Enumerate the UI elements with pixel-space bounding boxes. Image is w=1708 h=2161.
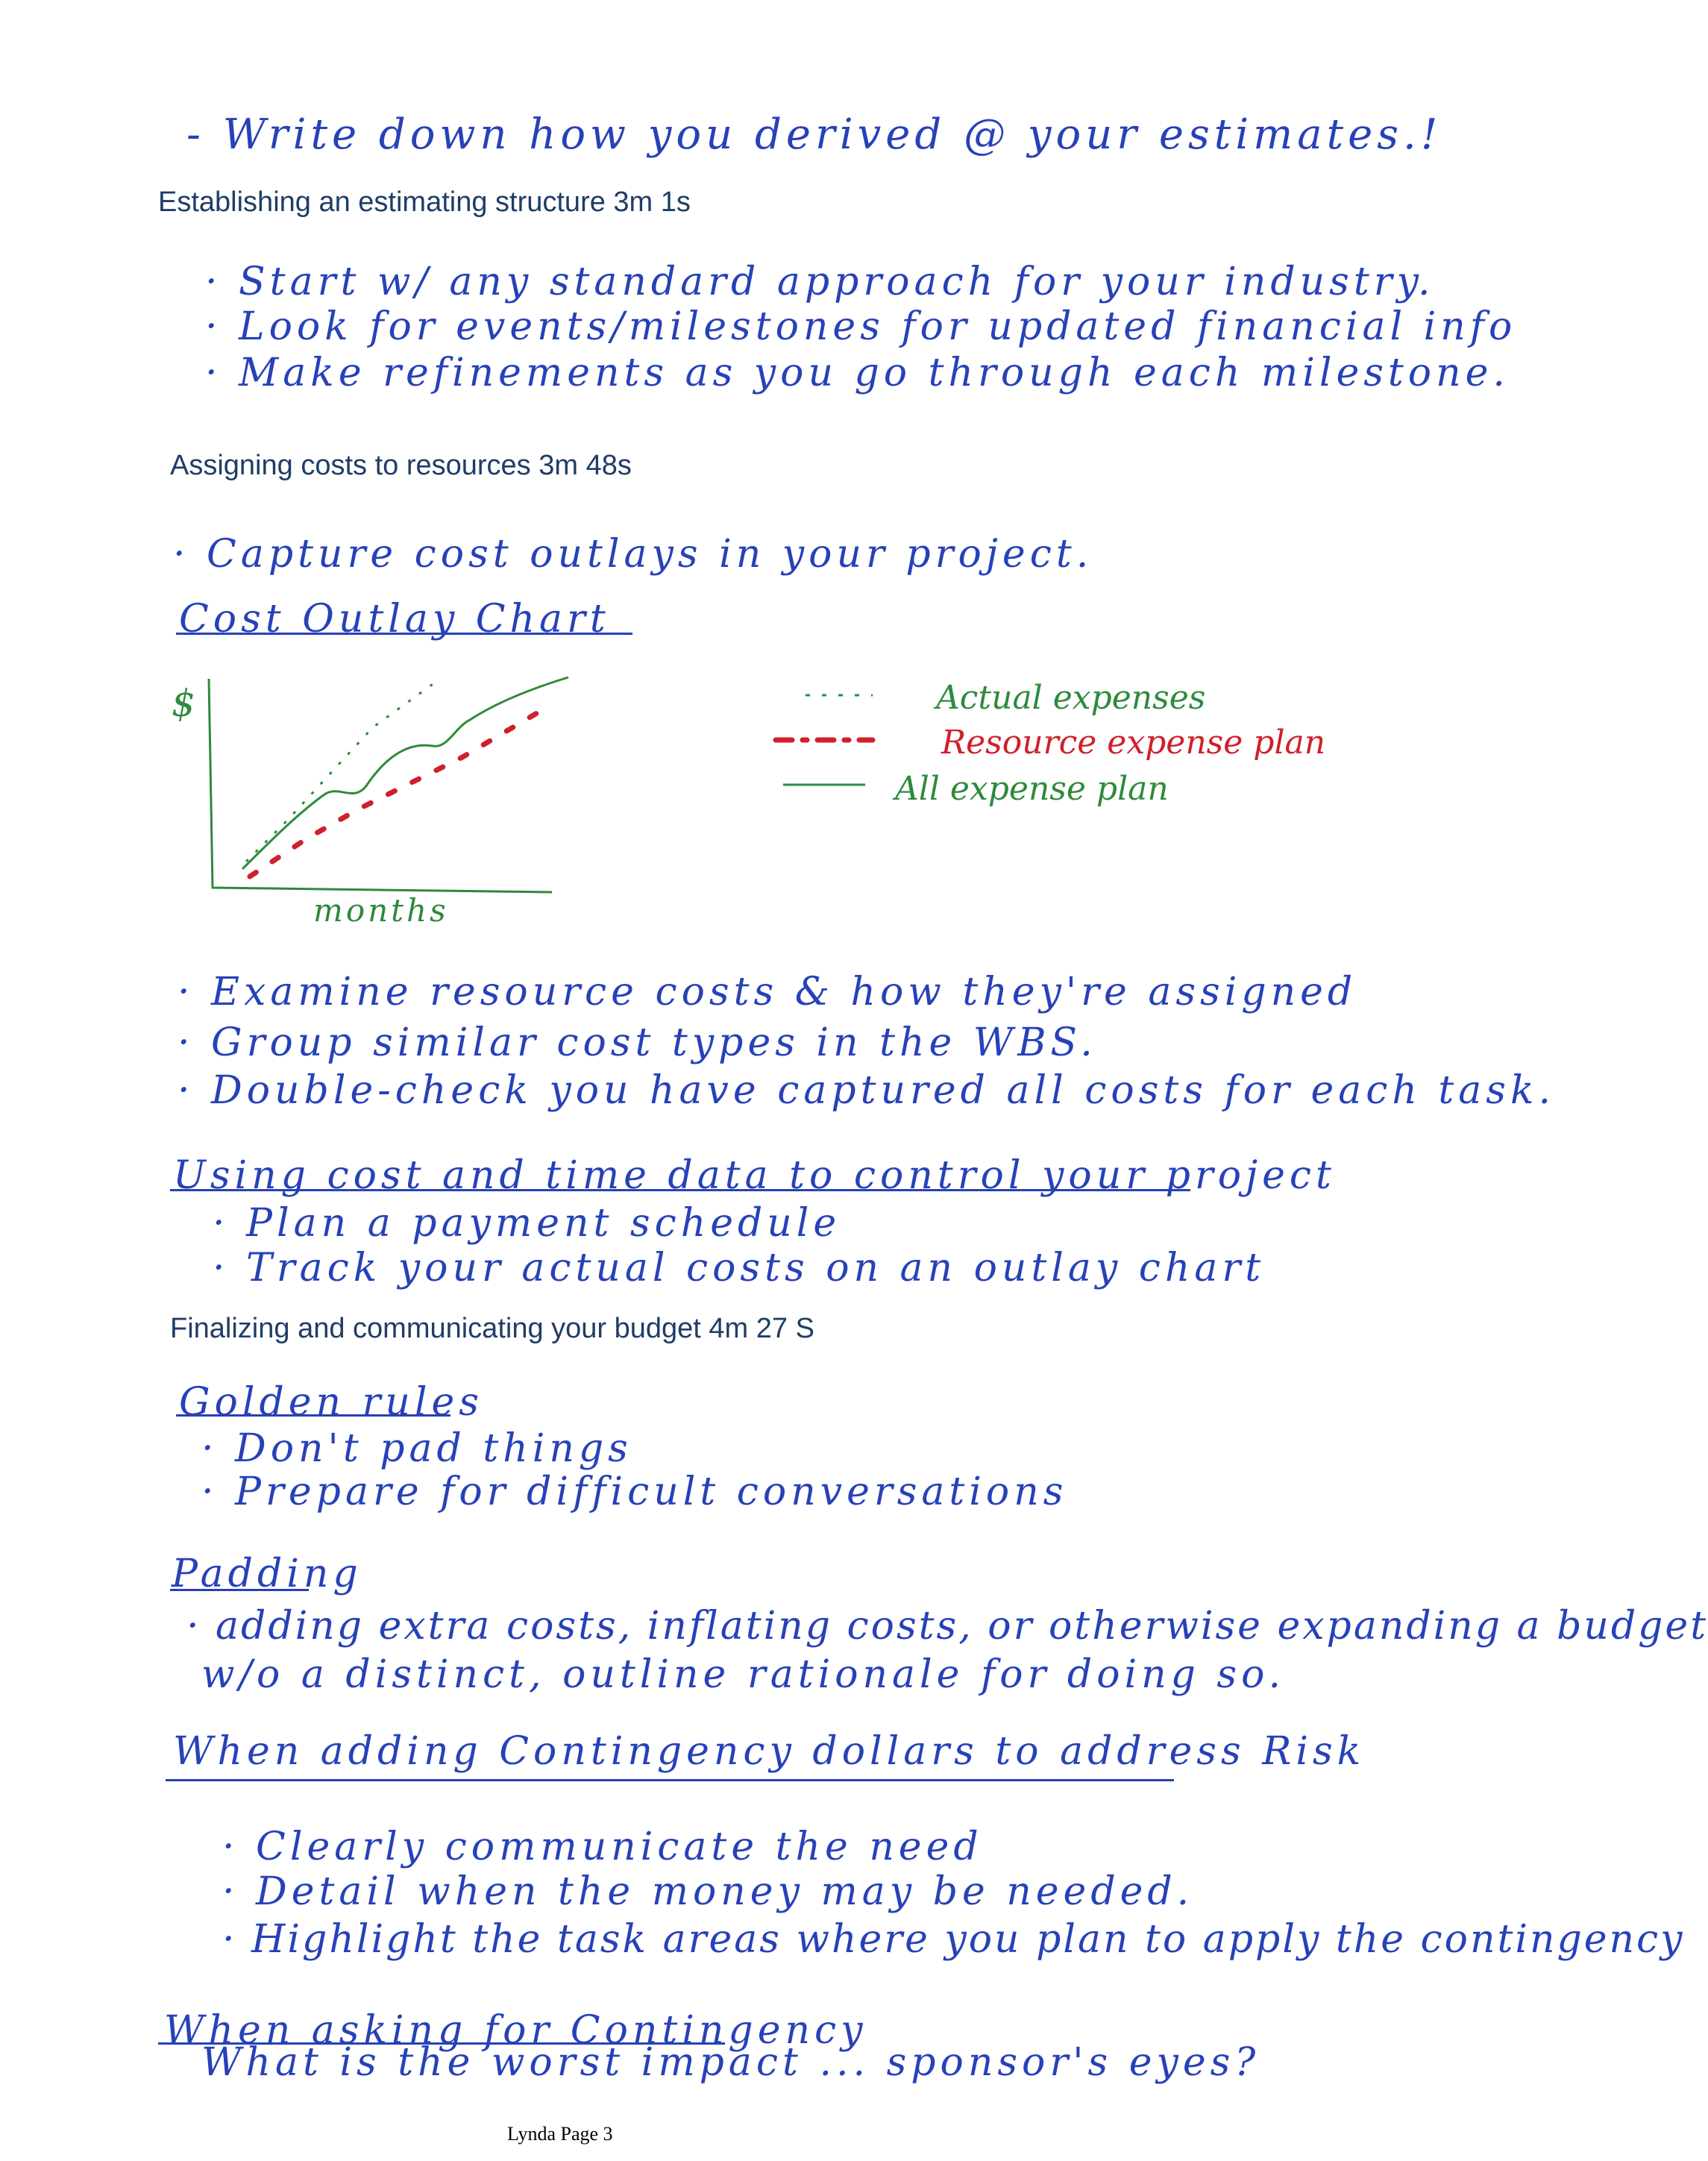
padding-line-1: · adding extra costs, inflating costs, or otherwise expanding a budget: [186, 1604, 1708, 1649]
chart-y-label: $: [172, 682, 195, 725]
asking-cut-line: What is the worst impact ... sponsor's eyes?: [201, 2040, 1260, 2085]
golden-rules-heading: Golden rules: [179, 1380, 483, 1425]
note-top: - Write down how you derived @ your estimates.!: [186, 110, 1442, 159]
actual-expenses-line: [246, 679, 440, 862]
golden-rules-underline: [176, 1414, 450, 1417]
bullet-estimating-3: · Make refinements as you go through each milestone.: [205, 351, 1510, 395]
padding-heading: Padding: [172, 1552, 362, 1596]
golden-rule-2: · Prepare for difficult conversations: [201, 1470, 1068, 1514]
legend-label-resource: Resource expense plan: [941, 724, 1326, 762]
bullet-control-1: · Plan a payment schedule: [213, 1201, 841, 1246]
cost-outlay-chart: [157, 656, 574, 929]
page-footer: Lynda Page 3: [507, 2123, 613, 2145]
contingency-underline: [166, 1779, 1174, 1781]
resource-expense-plan-line: [250, 709, 544, 876]
golden-rule-1: · Don't pad things: [201, 1426, 632, 1471]
contingency-heading: When adding Contingency dollars to address Risk: [173, 1729, 1366, 1774]
bullet-resource-2: · Group similar cost types in the WBS.: [178, 1020, 1097, 1065]
bullet-estimating-1: · Start w/ any standard approach for your industry.: [205, 260, 1435, 304]
contingency-bullet-2: · Detail when the money may be needed.: [222, 1869, 1194, 1914]
padding-underline: [170, 1589, 309, 1591]
chart-axes: [209, 679, 552, 892]
contingency-bullet-3: · Highlight the task areas where you plan to apply the contingency: [222, 1917, 1685, 1962]
asking-cut-line-clip: [201, 2040, 1260, 2085]
bullet-estimating-2: · Look for events/milestones for updated financial info: [205, 304, 1517, 349]
chart-heading: Cost Outlay Chart: [179, 597, 610, 642]
legend-label-actual: Actual expenses: [936, 679, 1206, 717]
bullet-resource-3: · Double-check you have captured all costs for each task.: [178, 1068, 1555, 1113]
capture-note: · Capture cost outlays in your project.: [173, 532, 1093, 577]
chart-x-label: months: [313, 892, 449, 929]
section-title-finalizing: Finalizing and communicating your budget 4m 27 S: [170, 1313, 814, 1344]
section-title-assigning: Assigning costs to resources 3m 48s: [170, 450, 632, 481]
control-heading: Using cost and time data to control your project: [173, 1153, 1336, 1198]
legend-label-all: All expense plan: [895, 770, 1169, 808]
bullet-control-2: · Track your actual costs on an outlay chart: [213, 1246, 1266, 1290]
chart-legend: [768, 671, 1350, 835]
contingency-bullet-1: · Clearly communicate the need: [222, 1825, 983, 1869]
section-title-estimating: Establishing an estimating structure 3m 1s: [158, 186, 691, 218]
all-expense-plan-line: [242, 677, 568, 869]
asking-heading: When asking for Contingency: [164, 2008, 867, 2053]
bullet-resource-1: · Examine resource costs & how they're assigned: [178, 970, 1357, 1014]
padding-line-2: w/o a distinct, outline rationale for doing so.: [201, 1652, 1286, 1697]
chart-heading-underline: [176, 633, 632, 635]
control-heading-underline: [170, 1189, 1190, 1191]
